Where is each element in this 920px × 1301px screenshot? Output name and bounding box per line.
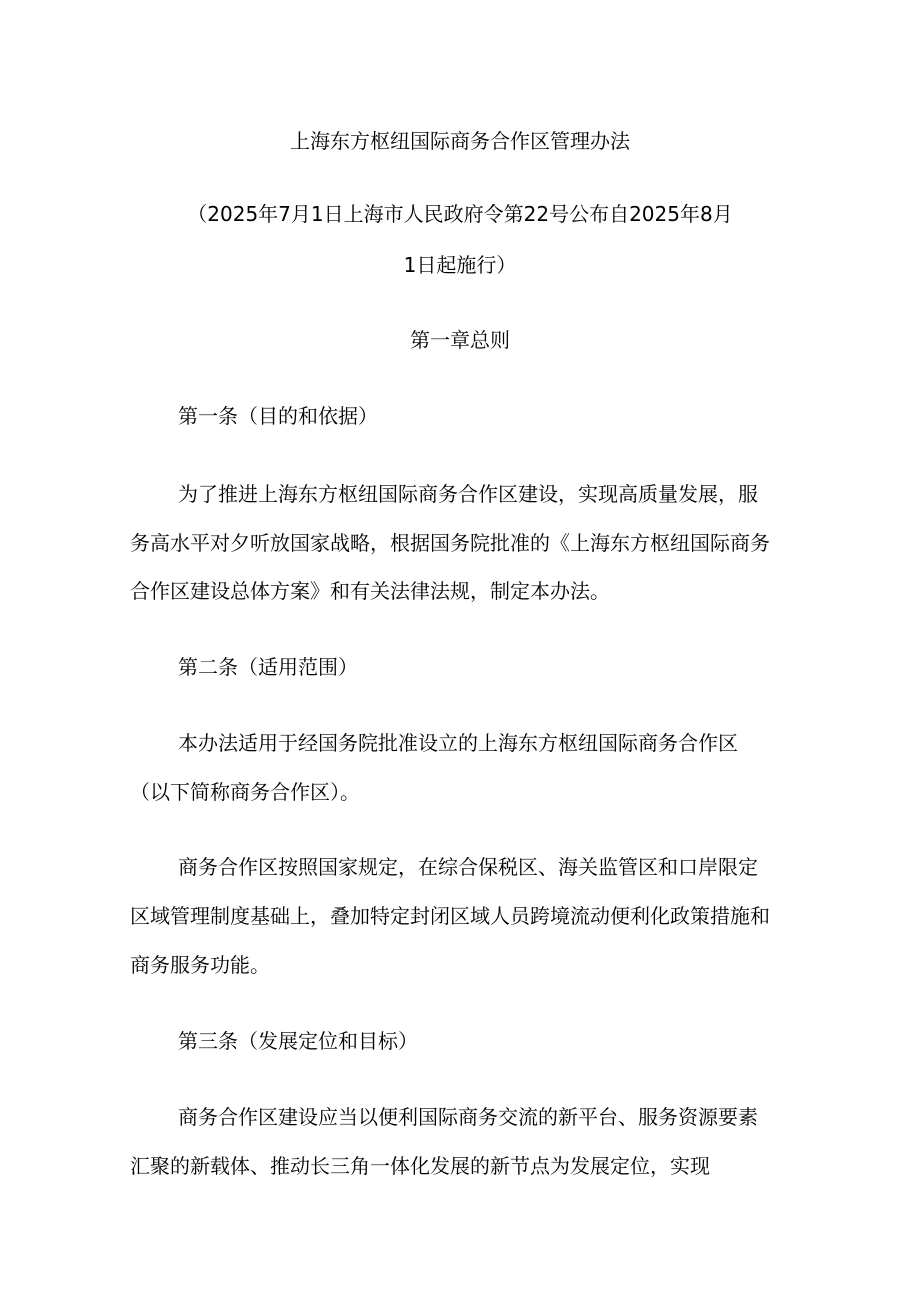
article-3-paragraph-1-line-1: 商务合作区建设应当以便利国际商务交流的新平台、服务资源要素 (178, 1105, 758, 1129)
article-3-heading: 第三条（发展定位和目标） (178, 1029, 418, 1053)
article-2-heading: 第二条（适用范围） (178, 655, 358, 679)
article-2-paragraph-2-line-1: 商务合作区按照国家规定，在综合保税区、海关监管区和口岸限定 (178, 855, 758, 879)
article-2-paragraph-1-line-1: 本办法适用于经国务院批准设立的上海东方枢纽国际商务合作区 (178, 731, 738, 755)
article-1-paragraph-1-line-1: 为了推进上海东方枢纽国际商务合作区建设，实现高质量发展，服 (178, 482, 758, 506)
article-2-paragraph-1-line-2: （以下简称商务合作区）。 (130, 780, 360, 804)
chapter-heading: 第一章总则 (410, 328, 510, 352)
document-title: 上海东方枢纽国际商务合作区管理办法 (290, 129, 630, 153)
document-subtitle-line-1: （2025年7月1日上海市人民政府令第22号公布自2025年8月 (187, 202, 733, 226)
article-1-paragraph-1-line-3: 合作区建设总体方案》和有关法律法规，制定本办法。 (130, 579, 610, 603)
article-1-heading: 第一条（目的和依据） (178, 404, 378, 428)
article-2-paragraph-2-line-3: 商务服务功能。 (130, 953, 270, 977)
article-3-paragraph-1-line-2: 汇聚的新载体、推动长三角一体化发展的新节点为发展定位，实现 (130, 1154, 710, 1178)
article-1-paragraph-1-line-2: 务高水平对夕听放国家战略，根据国务院批准的《上海东方枢纽国际商务 (130, 531, 770, 555)
document-subtitle-line-2: 1日起施行） (403, 253, 517, 277)
article-2-paragraph-2-line-2: 区域管理制度基础上，叠加特定封闭区域人员跨境流动便利化政策措施和 (130, 904, 770, 928)
